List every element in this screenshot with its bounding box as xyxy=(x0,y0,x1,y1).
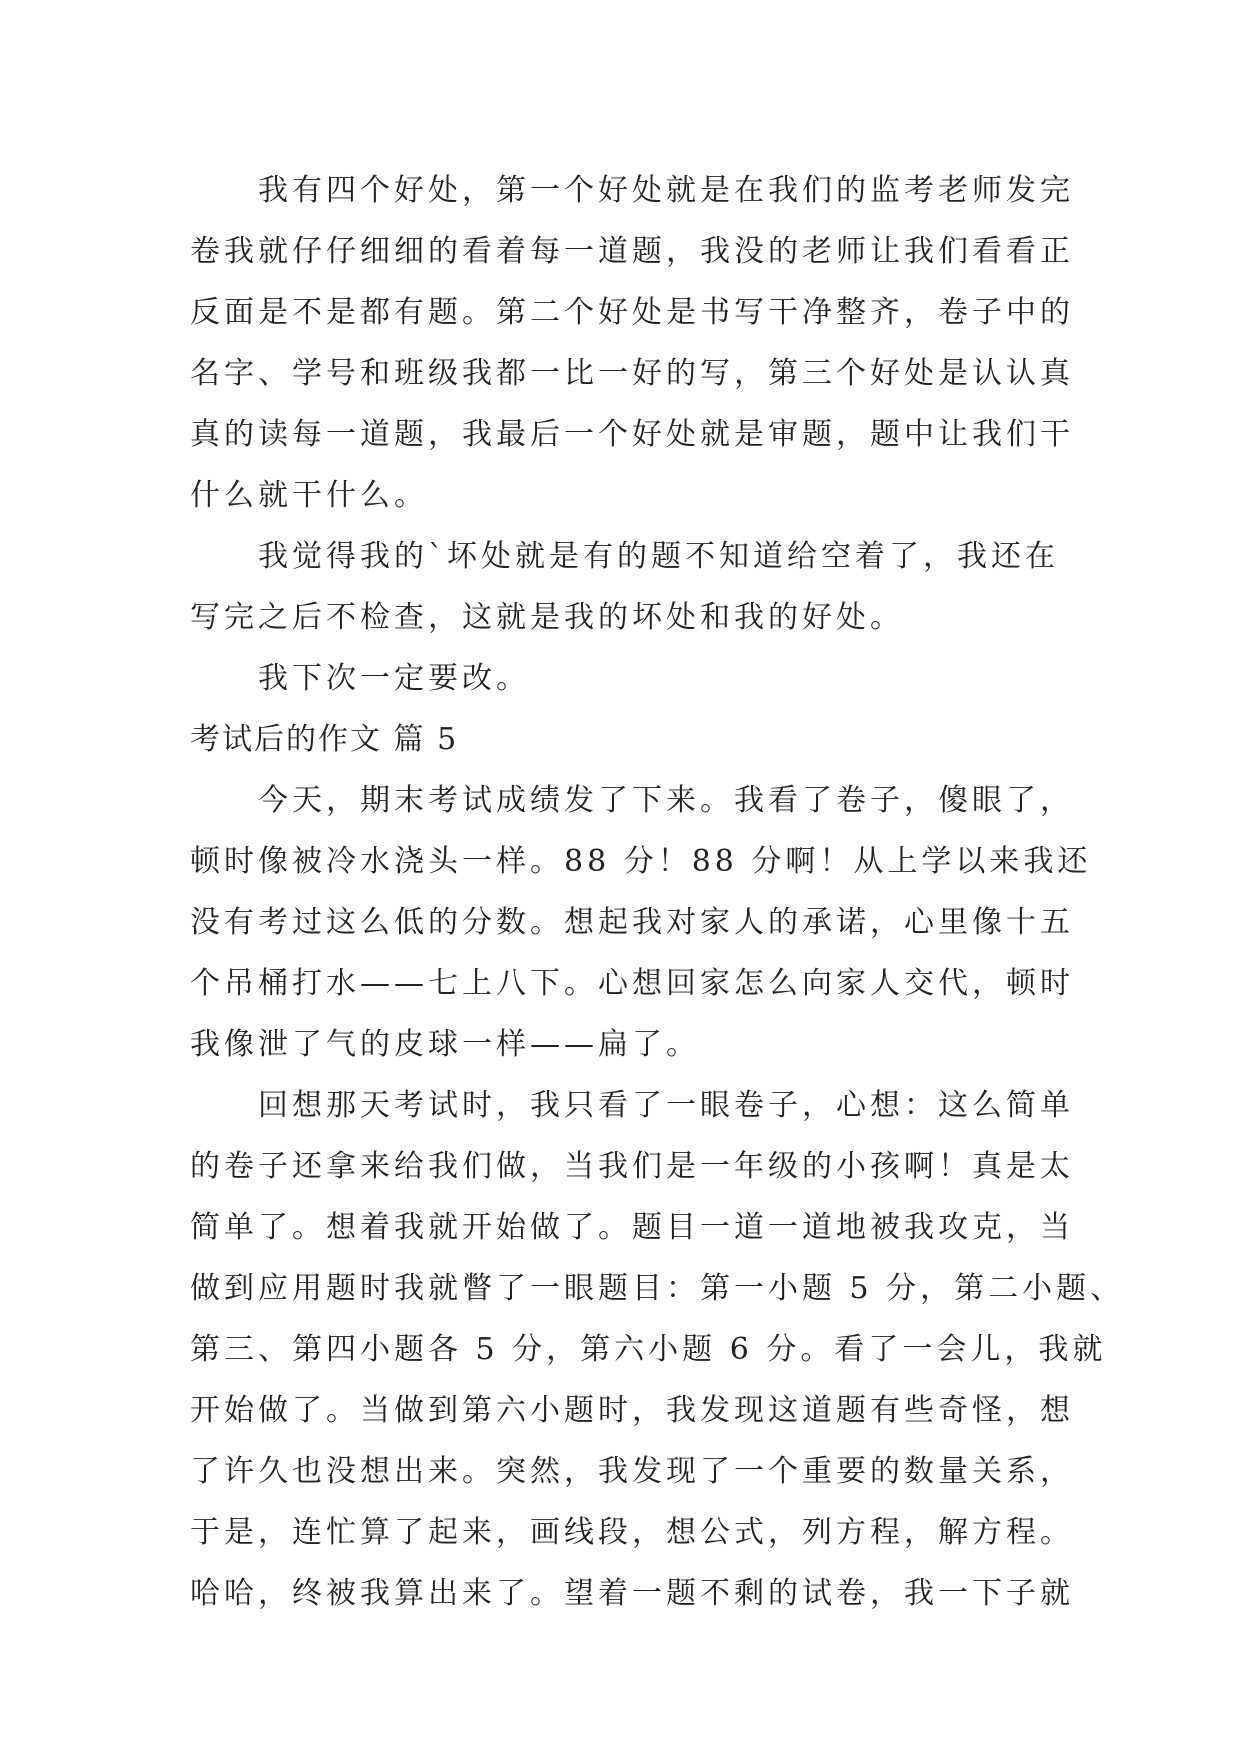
paragraph-line: 做到应用题时我就瞥了一眼题目：第一小题 5 分，第二小题、 xyxy=(190,1271,1125,1306)
paragraph-line: 于是，连忙算了起来，画线段，想公式，列方程，解方程。 xyxy=(190,1515,1074,1550)
paragraph-line: 名字、学号和班级我都一比一好的写，第三个好处是认认真 xyxy=(190,356,1074,391)
paragraph-line: 今天，期末考试成绩发了下来。我看了卷子，傻眼了， xyxy=(258,783,1074,818)
paragraph-line: 的卷子还拿来给我们做，当我们是一年级的小孩啊！真是太 xyxy=(190,1149,1074,1184)
paragraph-line: 没有考过这么低的分数。想起我对家人的承诺，心里像十五 xyxy=(190,905,1074,940)
paragraph-line: 写完之后不检查，这就是我的坏处和我的好处。 xyxy=(190,600,904,635)
paragraph-line: 个吊桶打水——七上八下。心想回家怎么向家人交代，顿时 xyxy=(190,966,1074,1001)
section-heading: 考试后的作文 篇 5 xyxy=(190,722,459,757)
paragraph-line: 我有四个好处，第一个好处就是在我们的监考老师发完 xyxy=(258,173,1074,208)
paragraph-line: 回想那天考试时，我只看了一眼卷子，心想：这么简单 xyxy=(258,1088,1074,1123)
paragraph-line: 简单了。想着我就开始做了。题目一道一道地被我攻克，当 xyxy=(190,1210,1074,1245)
paragraph-line: 我下次一定要改。 xyxy=(258,661,530,696)
paragraph-line: 真的读每一道题，我最后一个好处就是审题，题中让我们干 xyxy=(190,417,1074,452)
article-body xyxy=(190,160,1125,1624)
paragraph-line: 我像泄了气的皮球一样——扁了。 xyxy=(190,1027,700,1062)
paragraph-line: 顿时像被冷水浇头一样。88 分！88 分啊！从上学以来我还 xyxy=(190,844,1092,879)
paragraph-line: 开始做了。当做到第六小题时，我发现这道题有些奇怪，想 xyxy=(190,1393,1074,1428)
paragraph-line: 反面是不是都有题。第二个好处是书写干净整齐，卷子中的 xyxy=(190,295,1074,330)
paragraph-line: 第三、第四小题各 5 分，第六小题 6 分。看了一会儿，我就 xyxy=(190,1332,1107,1367)
paragraph-line: 什么就干什么。 xyxy=(190,478,428,513)
paragraph-line: 了许久也没想出来。突然，我发现了一个重要的数量关系， xyxy=(190,1454,1074,1489)
paragraph-line: 我觉得我的`坏处就是有的题不知道给空着了，我还在 xyxy=(258,539,1059,574)
paragraph-line: 哈哈，终被我算出来了。望着一题不剩的试卷，我一下子就 xyxy=(190,1576,1074,1611)
paragraph-line: 卷我就仔仔细细的看着每一道题，我没的老师让我们看看正 xyxy=(190,234,1074,269)
